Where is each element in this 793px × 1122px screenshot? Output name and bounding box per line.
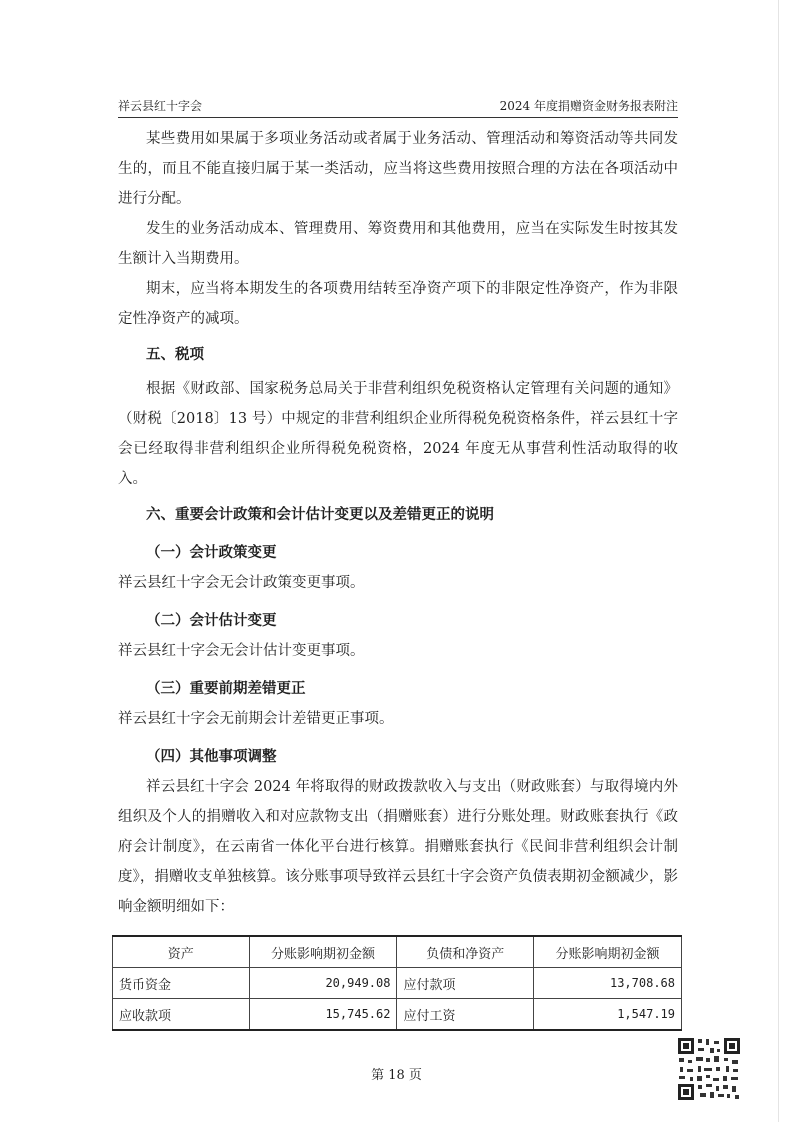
table-header-row	[113, 936, 682, 968]
header-doc-title: 2024 年度捐赠资金财务报表附注	[499, 99, 678, 113]
table-cell: 13,708.68	[534, 968, 682, 999]
table-cell: 1,547.19	[534, 999, 682, 1031]
table-row	[113, 968, 682, 999]
page-number: 第 18 页	[371, 1068, 422, 1083]
paragraph-period-end: 期末，应当将本期发生的各项费用结转至净资产项下的非限定性净资产，作为非限定性净资产的减项。	[118, 281, 678, 327]
impact-table	[112, 935, 682, 1031]
subheading-other-adjustments: （四）其他事项调整	[146, 748, 277, 765]
section-heading-tax: 五、税项	[146, 346, 204, 363]
table-header-cell: 分账影响期初金额	[534, 936, 682, 968]
paragraph-estimate-change: 祥云县红十字会无会计估计变更事项。	[118, 643, 365, 659]
paragraph-expense-recognition: 发生的业务活动成本、管理费用、筹资费用和其他费用，应当在实际发生时按其发生额计入当期费用。	[118, 221, 678, 267]
subheading-policy-change: （一）会计政策变更	[146, 544, 277, 561]
table-header-cell: 负债和净资产	[397, 936, 534, 968]
table-cell: 应收款项	[113, 999, 250, 1031]
paragraph-cost-allocation: 某些费用如果属于多项业务活动或者属于业务活动、管理活动和筹资活动等共同发生的，而且不能直接归属于某一类活动，应当将这些费用按照合理的方法在各项活动中进行分配。	[118, 131, 678, 207]
table-cell: 应付款项	[397, 968, 534, 999]
table-cell: 20,949.08	[249, 968, 397, 999]
table-header-cell: 资产	[113, 936, 250, 968]
subheading-estimate-change: （二）会计估计变更	[146, 612, 277, 629]
table-cell: 应付工资	[397, 999, 534, 1031]
page-edge-line	[778, 0, 779, 1122]
paragraph-tax: 根据《财政部、国家税务总局关于非营利组织免税资格认定管理有关问题的通知》（财税〔2018〕13 号）中规定的非营利组织企业所得税免税资格条件，祥云县红十字会已经取得非营利组织企业所得税免税资格，2024 年度无从事营利性活动取得的收入。	[118, 381, 678, 487]
table-cell: 货币资金	[113, 968, 250, 999]
section-heading-policy-changes: 六、重要会计政策和会计估计变更以及差错更正的说明	[146, 506, 494, 523]
subheading-error-correction: （三）重要前期差错更正	[146, 680, 306, 697]
table-cell: 15,745.62	[249, 999, 397, 1031]
header-org: 祥云县红十字会	[118, 99, 203, 113]
paragraph-other-adjustments: 祥云县红十字会 2024 年将取得的财政拨款收入与支出（财政账套）与取得境内外组织及个人的捐赠收入和对应款物支出（捐赠账套）进行分账处理。财政账套执行《政府会计制度》，在云南省一体化平台进行核算。捐赠账套执行《民间非营利组织会计制度》，捐赠收支单独核算。该分账事项导致祥云县红十字会资产负债表期初金额减少，影响金额明细如下：	[118, 779, 678, 915]
paragraph-error-correction: 祥云县红十字会无前期会计差错更正事项。	[118, 711, 394, 727]
qr-code-icon	[676, 1036, 742, 1102]
table-header-cell: 分账影响期初金额	[249, 936, 397, 968]
paragraph-policy-change: 祥云县红十字会无会计政策变更事项。	[118, 575, 365, 591]
document-body	[118, 124, 678, 922]
page-header	[118, 97, 678, 118]
table-row	[113, 999, 682, 1031]
